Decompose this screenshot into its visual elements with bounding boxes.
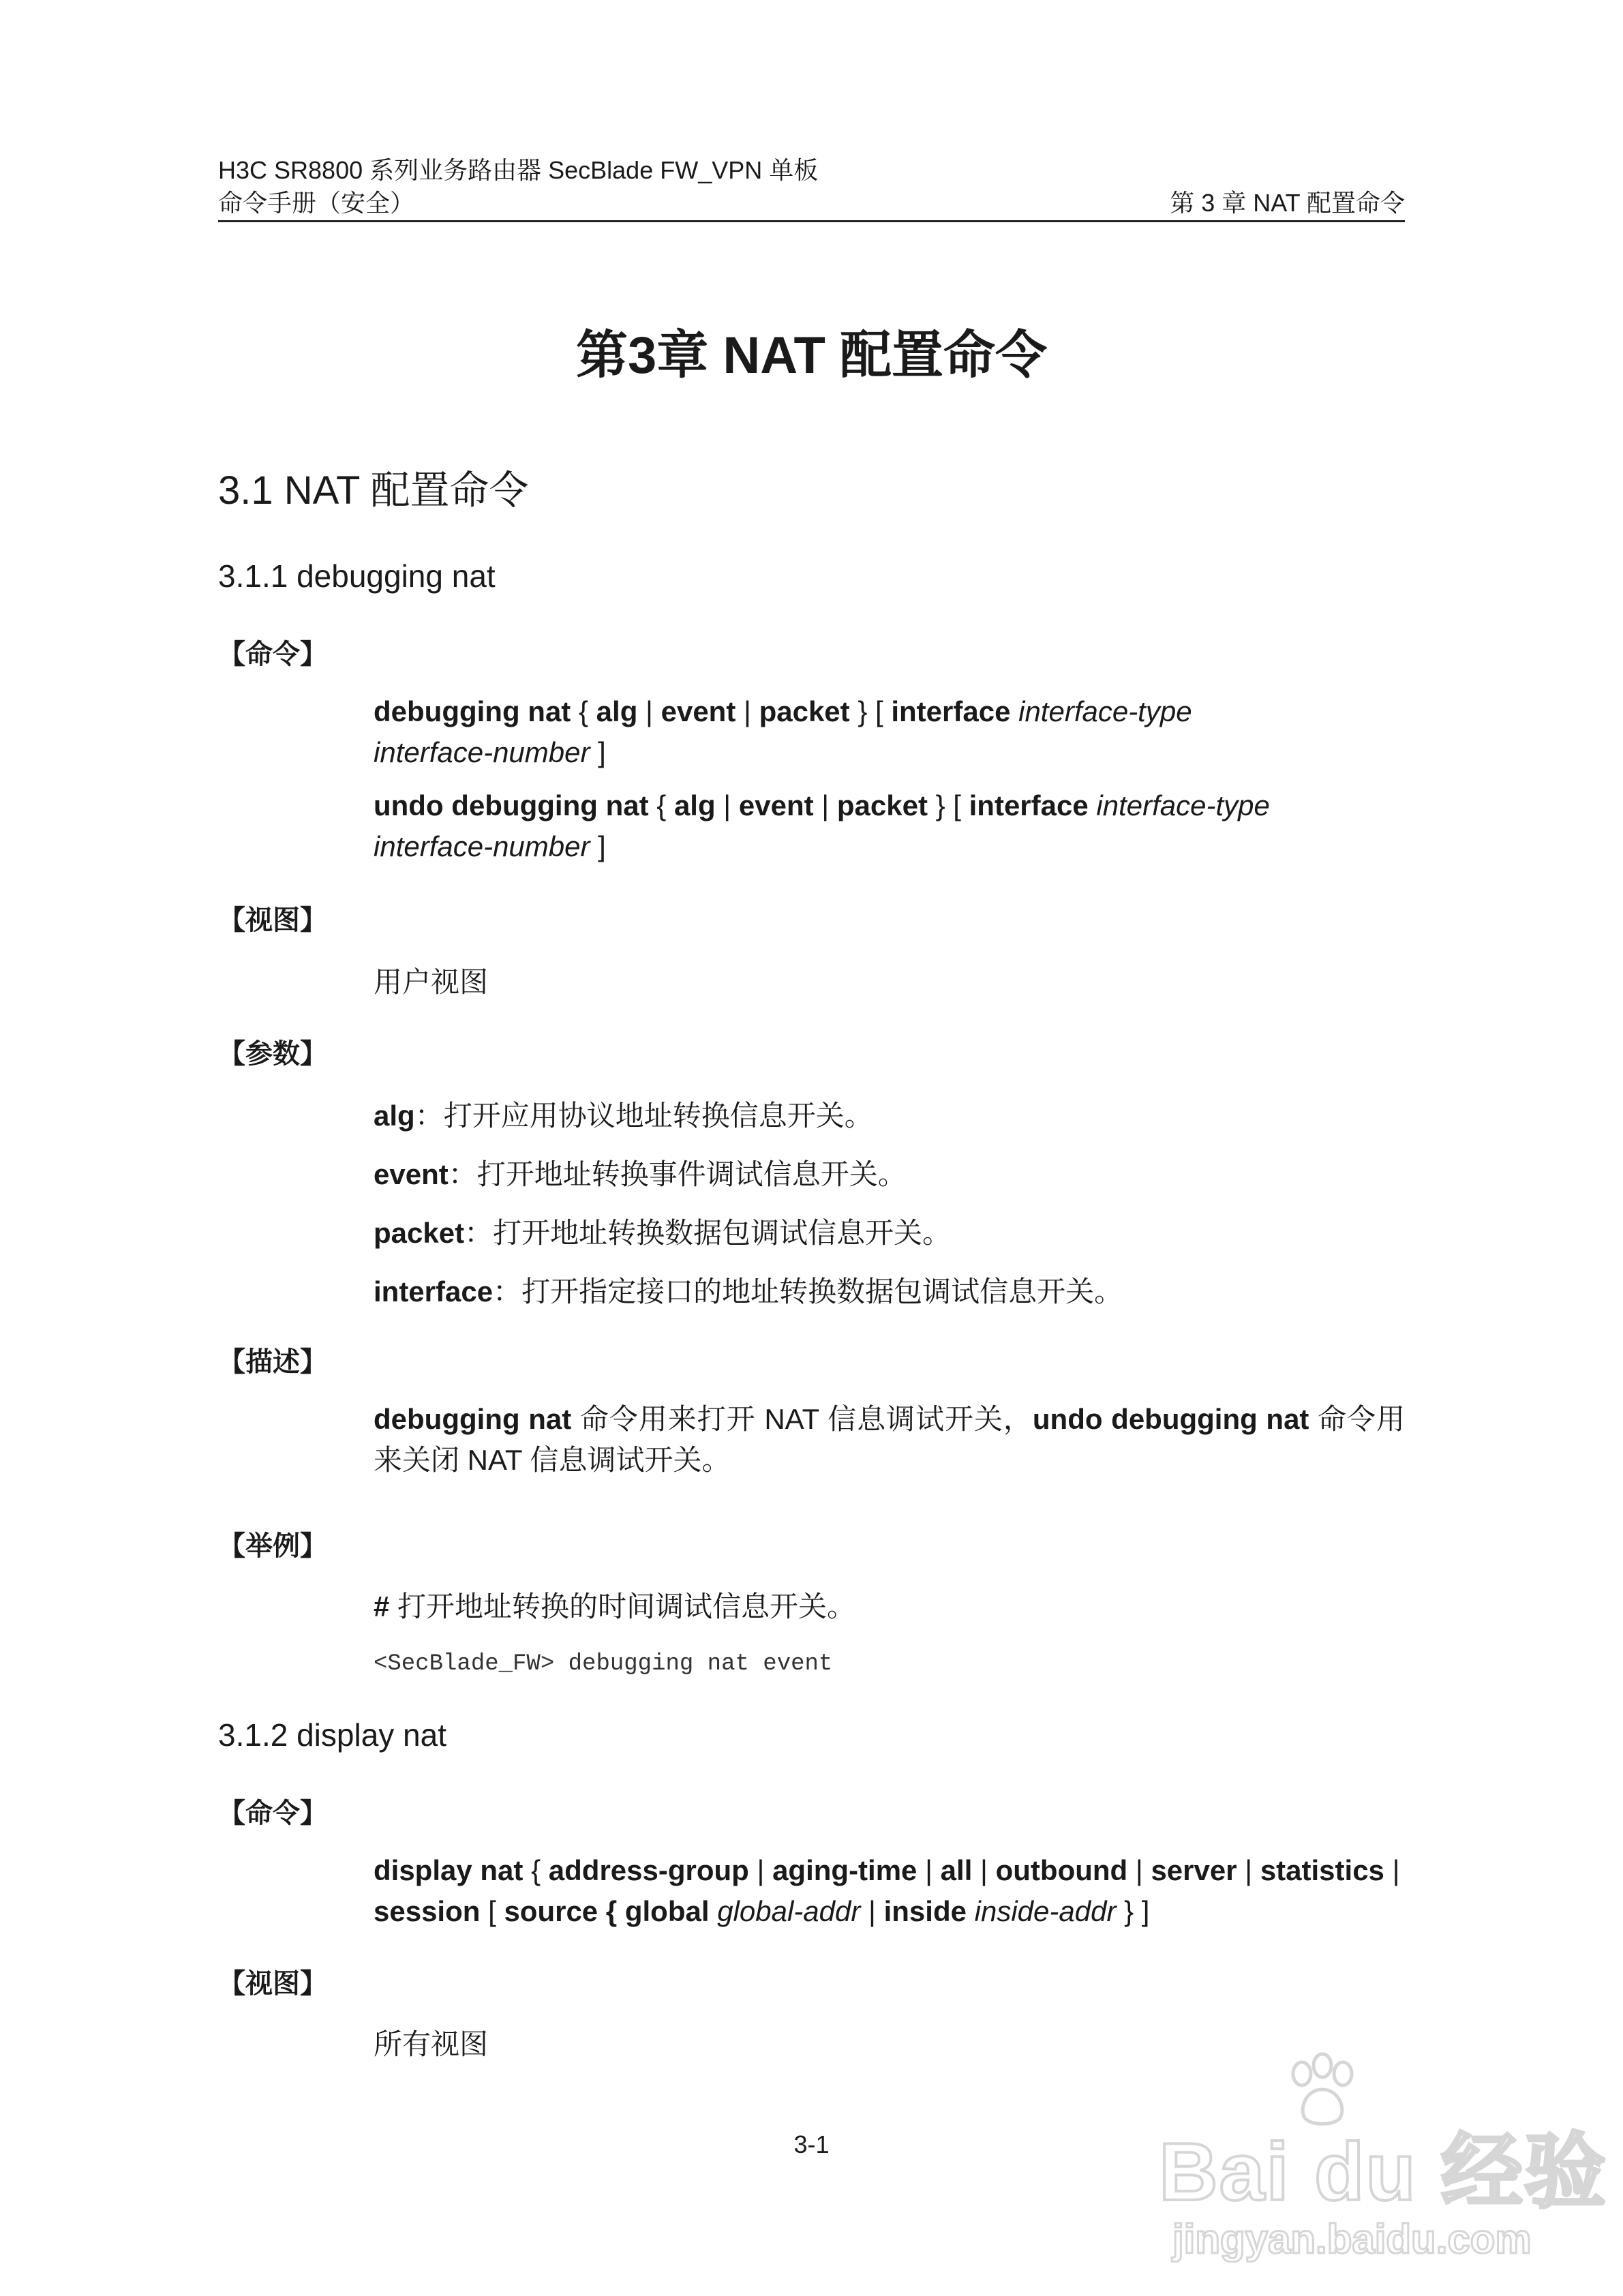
undo-command-syntax: undo debugging nat { alg | event | packet } [ interface interface-type interface-number ] — [374, 789, 1270, 862]
description-text: debugging nat 命令用来打开 NAT 信息调试开关，undo debugging nat 命令用来关闭 NAT 信息调试开关。 — [374, 1403, 1405, 1476]
header-rule — [218, 220, 1405, 222]
chapter-title: 第3章 NAT 配置命令 — [575, 327, 1048, 384]
section-heading: 3.1 NAT 配置命令 — [218, 468, 529, 513]
header-subtitle: 命令手册（安全） — [218, 189, 415, 217]
subsection-heading: 3.1.2 display nat — [218, 1717, 447, 1753]
header-chapter-ref: 第 3 章 NAT 配置命令 — [1170, 189, 1405, 217]
param-item: packet：打开地址转换数据包调试信息开关。 — [374, 1217, 952, 1249]
subsection-heading: 3.1.1 debugging nat — [218, 558, 496, 594]
command-label: 【命令】 — [218, 1798, 327, 1828]
view-text: 所有视图 — [374, 2028, 489, 2060]
command-label: 【命令】 — [218, 639, 327, 669]
watermark-url: jingyan.baidu.com — [1172, 2216, 1532, 2262]
param-item: interface：打开指定接口的地址转换数据包调试信息开关。 — [374, 1275, 1123, 1308]
param-label: 【参数】 — [218, 1039, 327, 1069]
page-number: 3-1 — [793, 2130, 830, 2158]
baidu-watermark — [1159, 2052, 1608, 2270]
example-label: 【举例】 — [218, 1531, 327, 1561]
description-label: 【描述】 — [218, 1347, 327, 1377]
example-code: <SecBlade_FW> debugging nat event — [374, 1651, 833, 1677]
view-label: 【视图】 — [218, 1969, 327, 1999]
param-item: alg：打开应用协议地址转换信息开关。 — [374, 1100, 873, 1132]
command-syntax: debugging nat { alg | event | packet } [ interface interface-type interface-number ] — [374, 695, 1192, 768]
command-syntax: display nat { address-group | aging-time | all | outbound | server | statistics | session [ source { global global-addr | inside inside-addr } ] — [374, 1854, 1400, 1927]
param-item: event：打开地址转换事件调试信息开关。 — [374, 1158, 907, 1190]
example-text: # 打开地址转换的时间调试信息开关。 — [374, 1590, 856, 1622]
view-text: 用户视图 — [374, 966, 489, 998]
header-title: H3C SR8800 系列业务路由器 SecBlade FW_VPN 单板 — [218, 156, 819, 184]
view-label: 【视图】 — [218, 905, 327, 935]
watermark-text: Bai du 经验 — [1159, 2126, 1608, 2218]
